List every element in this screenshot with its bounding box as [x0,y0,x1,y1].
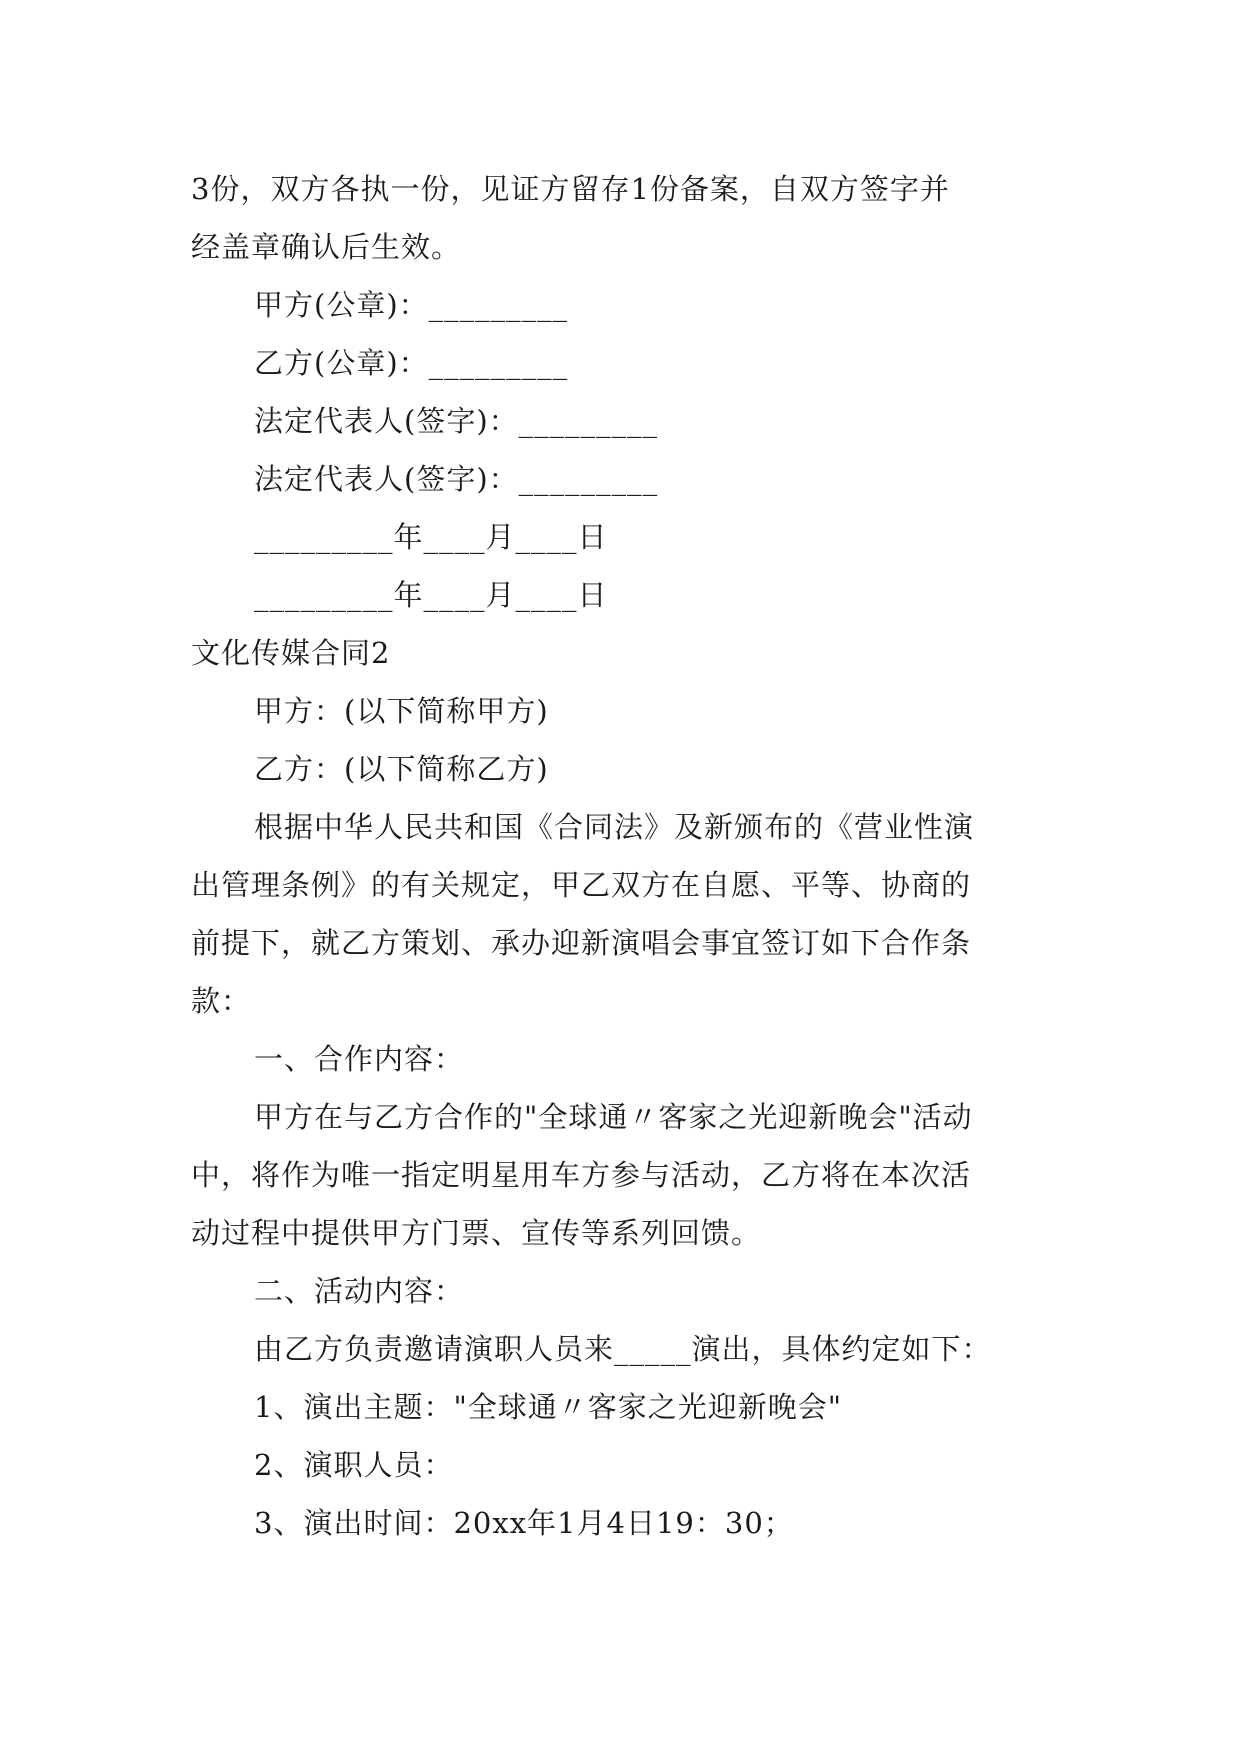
text-line: 中，将作为唯一指定明星用车方参与活动，乙方将在本次活 [191,1158,972,1192]
signature-line-legal-rep: 法定代表人(签字)：_________ [254,462,659,496]
text-line: 动过程中提供甲方门票、宣传等系列回馈。 [191,1216,762,1250]
party-a-line: 甲方：(以下简称甲方) [254,694,549,728]
signature-line-party-a-seal: 甲方(公章)：_________ [254,288,569,322]
clause-heading: 一、合作内容： [254,1042,465,1076]
list-item: 2、演职人员： [254,1448,454,1482]
clause-heading: 二、活动内容： [254,1274,465,1308]
date-line: _________年____月____日 [254,520,608,554]
section-title: 文化传媒合同2 [191,636,391,670]
text-line: 甲方在与乙方合作的"全球通〃客家之光迎新晚会"活动 [254,1100,973,1134]
text-line: 款： [191,984,252,1018]
text-line: 经盖章确认后生效。 [191,230,462,264]
list-item: 1、演出主题："全球通〃客家之光迎新晚会" [254,1390,843,1424]
document-body [191,160,1051,1552]
text-line: 出管理条例》的有关规定，甲乙双方在自愿、平等、协商的 [191,868,972,902]
signature-line-party-b-seal: 乙方(公章)：_________ [254,346,569,380]
signature-line-legal-rep: 法定代表人(签字)：_________ [254,404,659,438]
text-line: 3份，双方各执一份，见证方留存1份备案，自双方签字并 [191,172,950,206]
text-line: 由乙方负责邀请演职人员来_____演出，具体约定如下： [254,1332,992,1366]
date-line: _________年____月____日 [254,578,608,612]
party-b-line: 乙方：(以下简称乙方) [254,752,549,786]
text-line: 根据中华人民共和国《合同法》及新颁布的《营业性演 [254,810,975,844]
list-item: 3、演出时间：20xx年1月4日19：30； [254,1506,794,1540]
text-line: 前提下，就乙方策划、承办迎新演唱会事宜签订如下合作条 [191,926,972,960]
